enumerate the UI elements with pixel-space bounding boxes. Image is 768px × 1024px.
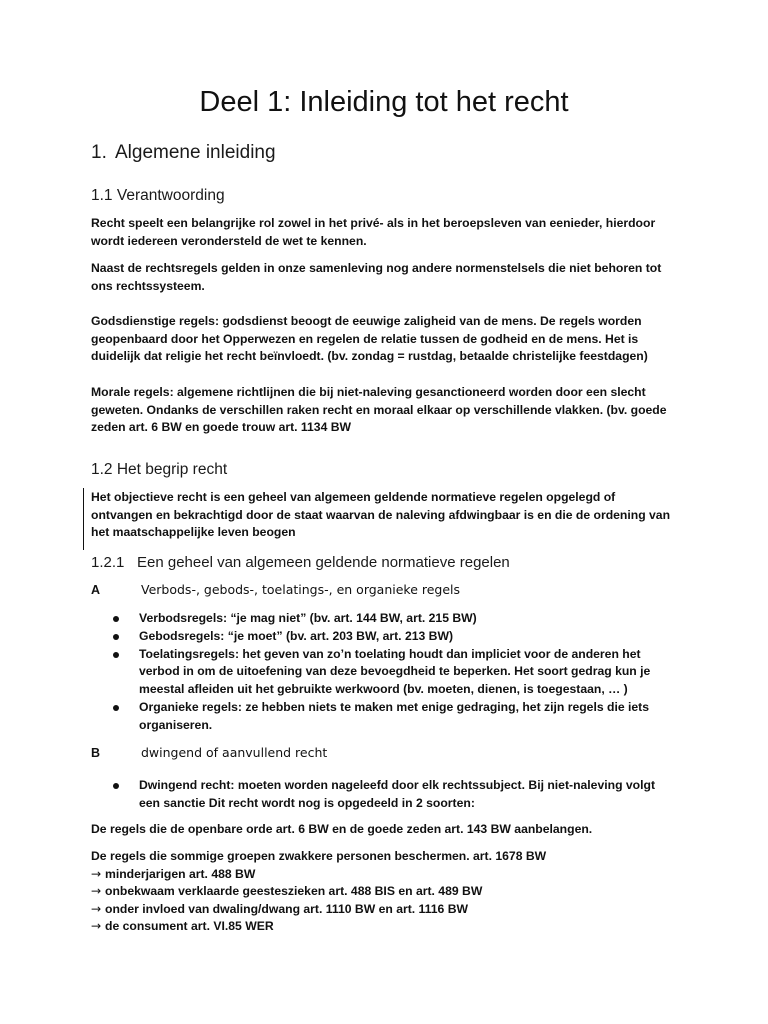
arrow-item: [91, 901, 679, 919]
bullet-icon: [113, 616, 119, 622]
arrow-item-text: minderjarigen art. 488 BW: [105, 866, 256, 881]
arrow-right-icon: →: [91, 919, 102, 934]
bullet-icon: [113, 783, 119, 789]
list-item: [111, 646, 671, 699]
bullet-icon: [113, 705, 119, 711]
part-b-text: dwingend of aanvullend recht: [141, 745, 328, 760]
paragraph-verantwoording-1: Recht speelt een belangrijke rol zowel in het privé- als in het beroepsleven van eenieder, hierdoor wordt iedereen verondersteld de wet te kennen.: [91, 216, 656, 248]
list-item: [111, 628, 671, 646]
paragraph-morale-regels: Morale regels: algemene richtlijnen die bij niet-naleving gesanctioneerd worden door een slecht geweten. Ondanks de verschillen raken recht en moraal elkaar op verschillende vlakken. (bv. goede zeden art. 6 BW en goede trouw art. 1134 BW: [91, 385, 667, 435]
part-a-bullet-list: [111, 610, 671, 735]
part-a-heading: [91, 582, 460, 597]
page-title: Deel 1: Inleiding tot het recht: [199, 86, 569, 118]
list-item: [111, 699, 671, 735]
part-b-bullet-list: [111, 777, 671, 813]
arrow-right-icon: →: [91, 901, 102, 916]
paragraph-godsdienstige-regels: Godsdienstige regels: godsdienst beoogt de eeuwige zaligheid van de mens. De regels worden geopenbaard door het Opperwezen en regelen de relatie tussen de godheid en de mens. Het is duidelijk dat religie het recht beïnvloedt. (bv. zondag = rustdag, betaalde christelijke feestdagen): [91, 314, 648, 364]
paragraph-openbare-orde: De regels die de openbare orde art. 6 BW en de goede zeden art. 143 BW aanbelangen.: [91, 822, 593, 836]
paragraph-zwakkere-personen: [91, 848, 679, 936]
section-heading-1-1: 1.1 Verantwoording: [91, 187, 225, 204]
list-item: [111, 610, 671, 628]
arrow-item: [91, 918, 679, 936]
section-heading-1: [91, 142, 276, 164]
arrow-right-icon: →: [91, 884, 102, 899]
list-item-text: Toelatingsregels: het geven van zo’n toelating houdt dan impliciet voor de anderen het verbod in om de uitoefening van deze bevoegdheid te beperken. Het soort gedrag kun je meestal afleiden uit het gebruikte werkwoord (bv. moeten, dienen, is toegestaan, … ): [139, 646, 651, 697]
list-item-text: Dwingend recht: moeten worden nageleefd door elk rechtssubject. Bij niet-naleving volgt een sanctie Dit recht wordt nog is opgedeeld in 2 soorten:: [139, 778, 656, 810]
arrow-item-text: de consument art. VI.85 WER: [105, 919, 274, 934]
section-heading-1-2-1: [91, 554, 510, 571]
arrow-item-text: onder invloed van dwaling/dwang art. 1110 BW en art. 1116 BW: [105, 901, 469, 916]
paragraph-objectieve-recht: Het objectieve recht is een geheel van algemeen geldende normatieve regelen opgelegd of ontvangen en bekrachtigd door de staat waarvan de naleving afdwingbaar is en die de ordening van het maatschappelijke leven beogen: [91, 490, 671, 540]
part-b-letter: B: [91, 746, 101, 760]
subsection-number: 1.2.1: [91, 554, 125, 571]
part-b-heading: [91, 745, 327, 760]
arrow-item: [91, 866, 679, 884]
bullet-icon: [113, 634, 119, 640]
section-number: 1.: [91, 142, 107, 163]
paragraph-verantwoording-2: Naast de rechtsregels gelden in onze samenleving nog andere normenstelsels die niet behoren tot ons rechtssysteem.: [91, 261, 662, 293]
list-item-text: Gebodsregels: “je moet” (bv. art. 203 BW, art. 213 BW): [139, 628, 454, 643]
bullet-icon: [113, 652, 119, 658]
arrow-item-text: onbekwaam verklaarde geesteszieken art. 488 BIS en art. 489 BW: [105, 884, 483, 899]
part-a-text: Verbods-, gebods-, toelatings-, en organieke regels: [141, 582, 461, 597]
subsection-label: Een geheel van algemeen geldende normatieve regelen: [137, 554, 510, 571]
list-item-text: Organieke regels: ze hebben niets te maken met enige gedraging, het zijn regels die iets organiseren.: [139, 699, 649, 732]
part-a-letter: A: [91, 583, 101, 597]
section-heading-1-2: 1.2 Het begrip recht: [91, 461, 228, 478]
list-item: [111, 777, 671, 813]
list-item-text: Verbodsregels: “je mag niet” (bv. art. 144 BW, art. 215 BW): [139, 611, 477, 625]
arrow-right-icon: →: [91, 866, 102, 881]
change-bar: [83, 488, 84, 550]
section-label: Algemene inleiding: [115, 142, 276, 163]
paragraph-zwakkere-personen-text: De regels die sommige groepen zwakkere personen beschermen. art. 1678 BW: [91, 849, 547, 863]
arrow-item: [91, 883, 679, 901]
